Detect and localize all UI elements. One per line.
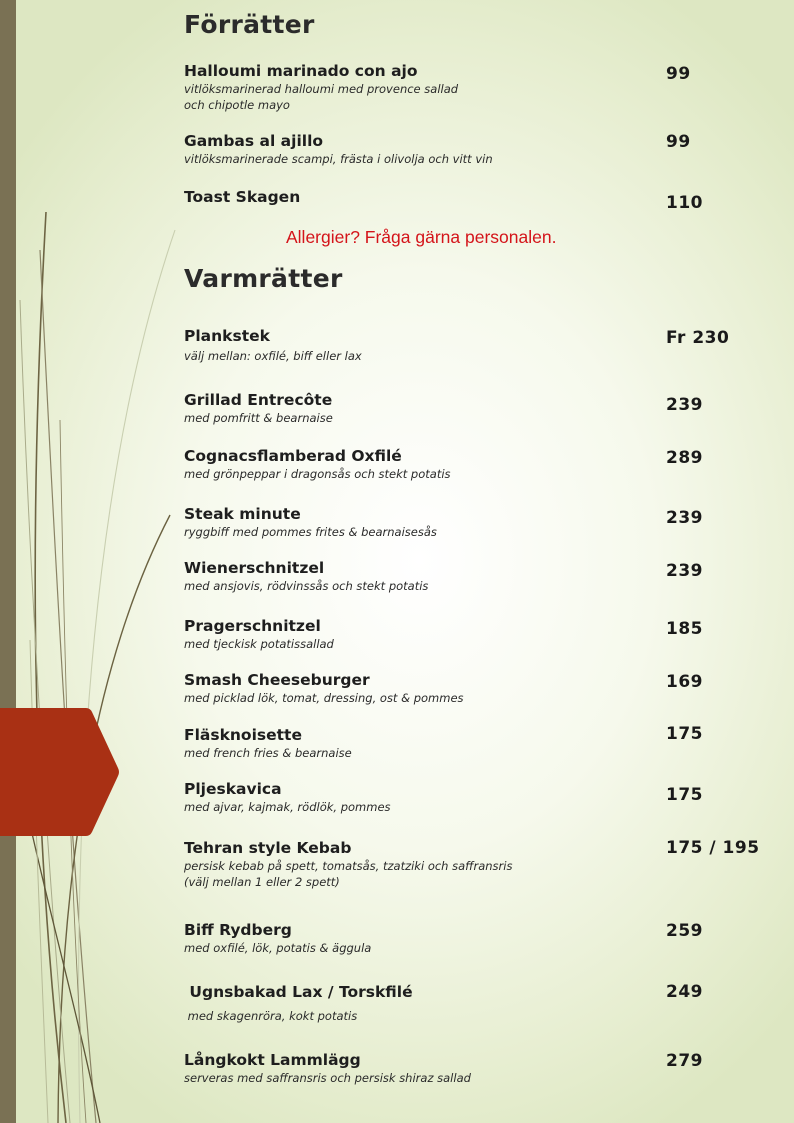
dish-description: med grönpeppar i dragonsås och stekt potatis xyxy=(184,467,451,481)
dish-price: 239 xyxy=(666,561,703,581)
dish-description: med ansjovis, rödvinssås och stekt potatis xyxy=(184,579,429,593)
dish-description: serveras med saffransris och persisk shiraz sallad xyxy=(184,1071,471,1085)
menu-item xyxy=(184,617,654,652)
dish-price: 239 xyxy=(666,395,703,415)
dish-name: Grillad Entrecôte xyxy=(184,391,333,409)
menu-item xyxy=(184,391,654,426)
dish-name: Plankstek xyxy=(184,327,270,345)
dish-description: med picklad lök, tomat, dressing, ost & pommes xyxy=(184,691,464,705)
menu-item xyxy=(184,132,654,167)
dish-description: med pomfritt & bearnaise xyxy=(184,411,333,425)
menu-item xyxy=(184,559,654,594)
dish-description: vitlöksmarinerade scampi, frästa i olivolja och vitt vin xyxy=(184,152,493,166)
dish-price: 169 xyxy=(666,672,703,692)
menu-item xyxy=(184,983,654,1024)
dish-price: 110 xyxy=(666,193,703,213)
menu-item xyxy=(184,447,654,482)
dish-name: Gambas al ajillo xyxy=(184,132,324,150)
dish-name: Pljeskavica xyxy=(184,780,282,798)
menu-item xyxy=(184,671,654,706)
dish-price: 239 xyxy=(666,508,703,528)
dish-name: Wienerschnitzel xyxy=(184,559,325,577)
dish-description: välj mellan: oxfilé, biff eller lax xyxy=(184,349,362,363)
dish-description: med skagenröra, kokt potatis xyxy=(184,1009,358,1023)
dish-name: Långkokt Lammlägg xyxy=(184,1051,361,1069)
arrow-shape xyxy=(0,708,119,836)
menu-item xyxy=(184,726,654,761)
dish-name: Toast Skagen xyxy=(184,188,301,206)
red-arrow-tab xyxy=(0,708,120,836)
dish-name: Tehran style Kebab xyxy=(184,839,352,857)
dish-description: ryggbiff med pommes frites & bearnaisesås xyxy=(184,525,437,539)
dish-price: 185 xyxy=(666,619,703,639)
dish-price: 279 xyxy=(666,1051,703,1071)
dish-name: Smash Cheeseburger xyxy=(184,671,370,689)
dish-price: 175 xyxy=(666,724,703,744)
dish-name: Steak minute xyxy=(184,505,301,523)
menu-item xyxy=(184,921,654,956)
menu-item xyxy=(184,780,654,815)
dish-description: vitlöksmarinerad halloumi med provence sallad och chipotle mayo xyxy=(184,82,459,112)
menu-item xyxy=(184,839,654,890)
dish-price: 289 xyxy=(666,448,703,468)
section-title-starters: Förrätter xyxy=(184,10,315,39)
dish-price: 249 xyxy=(666,982,703,1002)
menu-item xyxy=(184,327,654,364)
menu-item xyxy=(184,1051,654,1086)
section-title-mains: Varmrätter xyxy=(184,264,343,293)
menu-item xyxy=(184,62,654,113)
dish-name: Cognacsflamberad Oxfilé xyxy=(184,447,402,465)
dish-description: med oxfilé, lök, potatis & äggula xyxy=(184,941,372,955)
dish-name: Biff Rydberg xyxy=(184,921,292,939)
dish-description: persisk kebab på spett, tomatsås, tzatziki och saffransris (välj mellan 1 eller 2 spett) xyxy=(184,859,513,889)
dish-name: Pragerschnitzel xyxy=(184,617,321,635)
dish-name: Fläsknoisette xyxy=(184,726,302,744)
allergy-note: Allergier? Fråga gärna personalen. xyxy=(286,227,557,247)
dish-price: 259 xyxy=(666,921,703,941)
dish-name: Ugnsbakad Lax / Torskfilé xyxy=(184,983,413,1001)
dish-price: 99 xyxy=(666,64,691,84)
dish-price: 99 xyxy=(666,132,691,152)
dish-description: med french fries & bearnaise xyxy=(184,746,352,760)
menu-item xyxy=(184,188,654,207)
dish-description: med ajvar, kajmak, rödlök, pommes xyxy=(184,800,391,814)
dish-price: Fr 230 xyxy=(666,328,730,348)
dish-price: 175 xyxy=(666,785,703,805)
dish-description: med tjeckisk potatissallad xyxy=(184,637,334,651)
dish-price: 175 / 195 xyxy=(666,838,760,858)
menu-item xyxy=(184,505,654,540)
dish-name: Halloumi marinado con ajo xyxy=(184,62,418,80)
